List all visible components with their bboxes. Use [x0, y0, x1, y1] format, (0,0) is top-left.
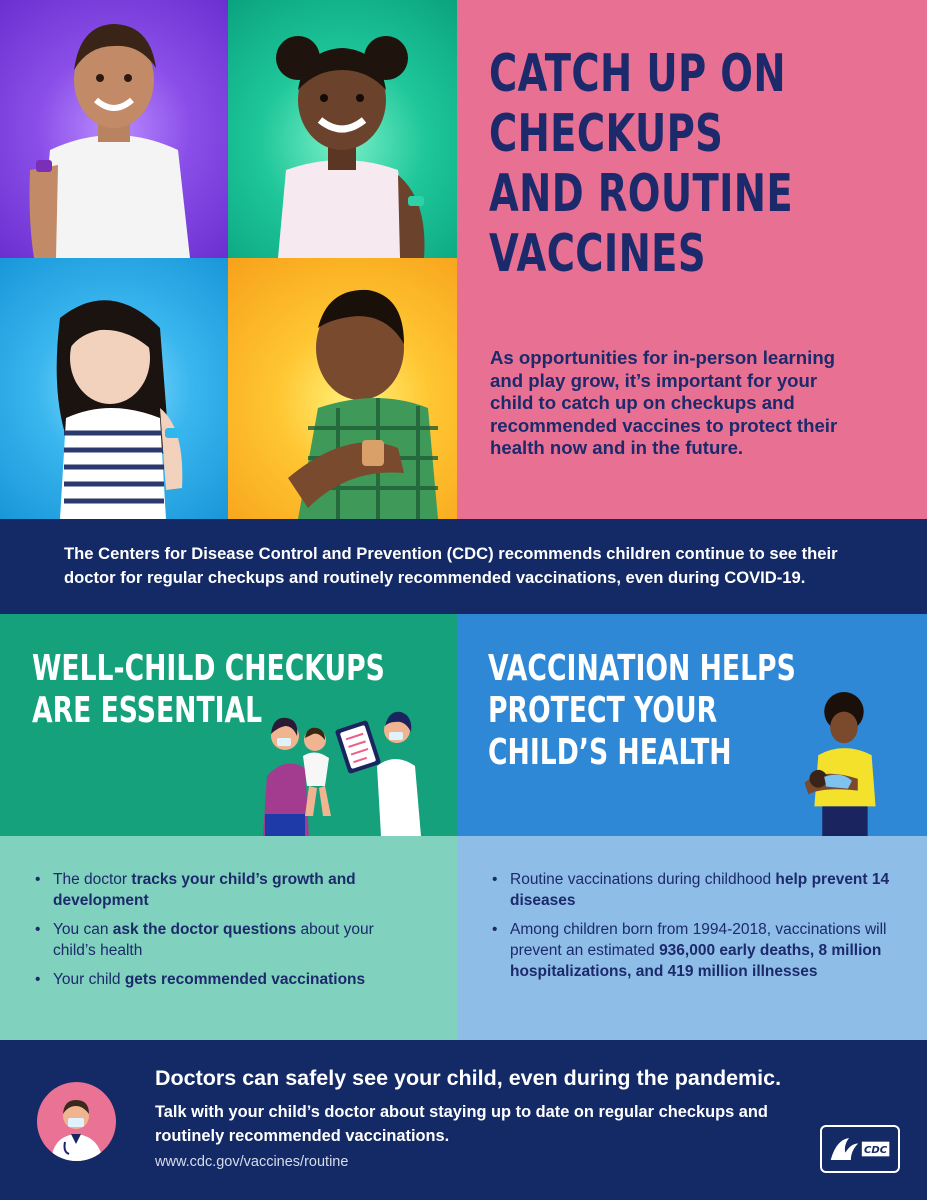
- hero-text-panel: [457, 0, 927, 519]
- list-item: • You can ask the doctor questions about your child’s health: [35, 919, 415, 961]
- title-line: VACCINES: [489, 224, 706, 284]
- cdc-recommendation-banner: [0, 519, 927, 614]
- title-line: WELL-CHILD CHECKUPS: [32, 648, 385, 689]
- vaccination-header-panel: [457, 614, 927, 836]
- photo-girl-looking-up: [0, 258, 228, 519]
- title-line: CHILD’S HEALTH: [488, 732, 732, 773]
- title-line: PROTECT YOUR: [488, 690, 718, 731]
- hero-section: [0, 0, 927, 519]
- girl-illustration: [228, 0, 457, 258]
- cdc-recommendation-text: The Centers for Disease Control and Prevention (CDC) recommends children continue to see their doctor for regular checkups and routinely recommended vaccinations, even during COVID-19.: [64, 544, 838, 587]
- well-child-header-panel: [0, 614, 457, 836]
- doctor-checkup-illustration: [255, 706, 435, 836]
- cdc-logo-text: CDC: [863, 1145, 888, 1157]
- hero-intro-text: As opportunities for in-person learning and play grow, it’s important for your child to catch up on checkups and recommended vaccines to protect their health now and in the future.: [490, 347, 838, 458]
- boy-plaid-illustration: [228, 258, 457, 519]
- boy-illustration: [0, 0, 228, 258]
- photo-boy-smiling: [0, 0, 228, 258]
- title-line: CHECKUPS: [489, 104, 724, 164]
- photo-boy-looking-down: [228, 258, 457, 519]
- list-item: • Among children born from 1994-2018, vaccinations will prevent an estimated 936,000 early deaths, 8 million hospitalizations, and 419 million illnesses: [492, 919, 892, 982]
- footer-body-text: Talk with your child’s doctor about staying up to date on regular checkups and routinely recommended vaccinations.: [155, 1103, 768, 1145]
- doctor-icon: [37, 1082, 116, 1161]
- title-line: VACCINATION HELPS: [488, 648, 796, 689]
- girl-stripes-illustration: [0, 258, 228, 519]
- title-line: CATCH UP ON: [489, 44, 786, 104]
- cdc-routine-vaccines-link[interactable]: www.cdc.gov/vaccines/routine: [155, 1154, 349, 1170]
- photo-girl-smiling: [228, 0, 457, 258]
- list-item: • Your child gets recommended vaccinations: [35, 969, 415, 990]
- vaccination-title: [488, 648, 796, 774]
- list-item: • The doctor tracks your child’s growth and development: [35, 869, 415, 911]
- hhs-eagle-icon: [822, 1127, 898, 1171]
- list-item: • Routine vaccinations during childhood help prevent 14 diseases: [492, 869, 892, 911]
- hhs-cdc-logo: [820, 1125, 900, 1173]
- footer-banner: [0, 1040, 927, 1200]
- well-child-list-panel: [0, 836, 457, 1040]
- page-title: [489, 44, 800, 284]
- vaccination-list-panel: [457, 836, 927, 1040]
- parent-holding-baby-illustration: [792, 688, 892, 836]
- footer-title: Doctors can safely see your child, even during the pandemic.: [155, 1066, 782, 1090]
- vaccination-list: [492, 869, 892, 990]
- title-line: AND ROUTINE: [489, 164, 794, 224]
- title-line: ARE ESSENTIAL: [32, 690, 263, 731]
- well-child-list: [35, 869, 415, 998]
